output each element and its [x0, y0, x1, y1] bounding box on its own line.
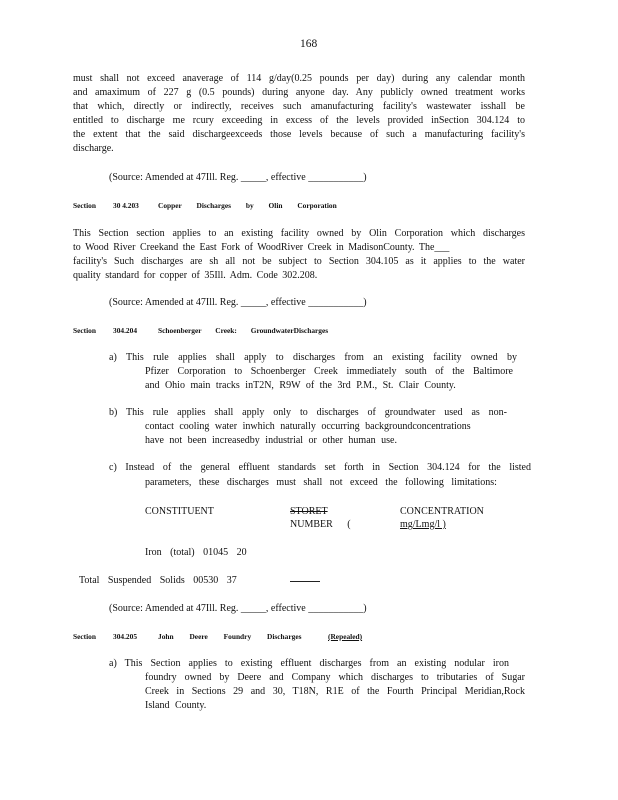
section-heading-2-title: Schoenberger Creek: GroundwaterDischarges [158, 326, 329, 335]
page-number: 168 [300, 38, 318, 50]
subsection-b-line-2: contact cooling water inwhich naturally occurring backgroundconcentrations [145, 421, 471, 432]
subsection-a-line-3: and Ohio main tracks inT2N, R9W of the 3rd P.M., St. Clair County. [145, 380, 456, 391]
source-note-3: (Source: Amended at 47Ill. Reg. _____, effective ___________) [109, 603, 367, 614]
section-heading-2-number: 304.204 [113, 326, 138, 335]
subsection-c-line-2: parameters, these discharges must shall not exceed the following limitations: [145, 477, 497, 488]
paragraph-2-line-1: This Section section applies to an existing facility owned by Olin Corporation which discharges [73, 228, 525, 239]
paragraph-2-line-4: quality standard for copper of 35Ill. Adm. Code 302.208. [73, 270, 318, 281]
section-heading-3-repealed: (Repealed) [328, 632, 363, 641]
table-header-constituent: CONSTITUENT [145, 506, 214, 517]
source-note-1: (Source: Amended at 47Ill. Reg. _____, effective ___________) [109, 172, 367, 183]
subsection-a-line-1: a) This rule applies shall apply to discharges from an existing facility owned by [109, 352, 517, 363]
section-heading-1-title: Copper Discharges by Olin Corporation [158, 201, 337, 210]
subsection-deere-line-4: Island County. [145, 700, 207, 711]
section-heading-3-number: 304.205 [113, 632, 138, 641]
subsection-a-line-2: Pfizer Corporation to Schoenberger Creek immediately south of the Baltimore [145, 366, 513, 377]
paragraph-2-line-2: to Wood River Creekand the East Fork of WoodRiver Creek in MadisonCounty. The___ [73, 242, 450, 253]
section-heading-1-number: 30 4.203 [113, 201, 139, 210]
subsection-deere-line-3: Creek in Sections 29 and 30, T18N, R1E of the Fourth Principal Meridian,Rock [145, 686, 525, 697]
paragraph-1-line-5: the extent that the said dischargeexceeds those levels because of such a manufacturing facility's [73, 129, 525, 140]
subsection-b-line-1: b) This rule applies shall apply only to discharges of groundwater used as non- [109, 407, 507, 418]
section-heading-1-label: Section [73, 201, 96, 210]
source-note-2: (Source: Amended at 47Ill. Reg. _____, effective ___________) [109, 297, 367, 308]
table-header-storet: STORET [290, 506, 328, 517]
paragraph-1-line-3: that which, directly or indirectly, receives such amanufacturing facility's wastewater isshall be [73, 101, 525, 112]
subsection-deere-line-1: a) This Section applies to existing effluent discharges from an existing nodular iron [109, 658, 509, 669]
table-header-units: mg/Lmg/l ) [400, 519, 446, 530]
section-heading-3-label: Section [73, 632, 96, 641]
paragraph-1-line-4: entitled to discharge me rcury exceeding in excess of the levels provided inSection 304.124 to [73, 115, 525, 126]
subsection-c-line-1: c) Instead of the general effluent standards set forth in Section 304.124 for the listed [109, 462, 531, 473]
section-heading-3-title: John Deere Foundry Discharges [158, 632, 302, 641]
table-rule [290, 581, 320, 582]
paragraph-1-line-2: and amaximum of 227 g (0.5 pounds) during anyone day. Any publicly owned treatment works [73, 87, 525, 98]
table-header-concentration: CONCENTRATION [400, 506, 484, 517]
subsection-b-line-3: have not been increasedby industrial or other human use. [145, 435, 397, 446]
paragraph-2-line-3: facility's Such discharges are sh all not be subject to Section 304.105 as it applies to the water [73, 256, 525, 267]
subsection-deere-line-2: foundry owned by Deere and Company which discharges to tributaries of Sugar [145, 672, 525, 683]
paragraph-1-line-1: must shall not exceed anaverage of 114 g/day(0.25 pounds per day) during any calendar month [73, 73, 525, 84]
table-header-number: NUMBER ( [290, 519, 351, 530]
paragraph-1-line-6: discharge. [73, 143, 114, 154]
table-row-iron: Iron (total) 01045 20 [145, 547, 247, 558]
table-row-suspended-solids: Total Suspended Solids 00530 37 [79, 575, 237, 586]
section-heading-2-label: Section [73, 326, 96, 335]
